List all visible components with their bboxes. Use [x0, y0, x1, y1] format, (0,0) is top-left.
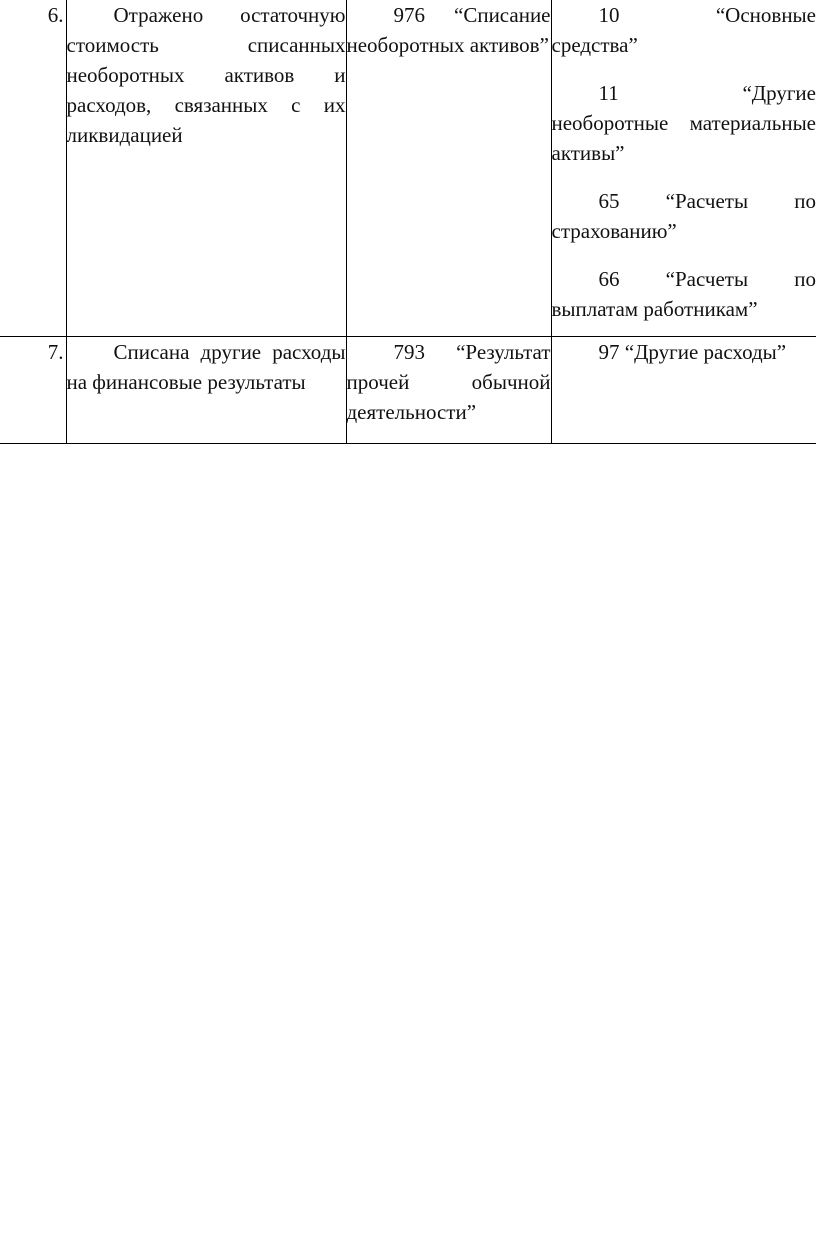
debit-account-cell [346, 0, 551, 337]
operation-cell [66, 337, 346, 444]
credit-account-cell [551, 0, 816, 337]
credit-account-entry: 97 “Другие расходы” [598, 340, 787, 364]
credit-account-entry: 66 “Расчеты по выплатам работникам” [551, 267, 816, 321]
operation-text: Списана другие расходы на финансовые результаты [66, 340, 346, 394]
accounting-entries-table [0, 0, 816, 444]
debit-account-text: 976 “Списание необоротных активов” [346, 3, 551, 57]
debit-account-text: 793 “Результат прочей обычной деятельности” [346, 340, 551, 424]
table-row [0, 0, 816, 337]
credit-account-entry: 10 “Основные средства” [551, 3, 816, 57]
credit-account-cell [551, 337, 816, 444]
table-row [0, 337, 816, 444]
row-number: 6. [0, 0, 66, 337]
debit-account-cell [346, 337, 551, 444]
operation-cell [66, 0, 346, 337]
credit-account-entry: 11 “Другие необоротные материальные активы” [551, 81, 816, 165]
operation-text: Отражено остаточную стоимость списанных необоротных активов и расходов, связанных с их ликвидацией [66, 3, 346, 147]
credit-account-entry: 65 “Расчеты по страхованию” [551, 189, 816, 243]
row-number: 7. [0, 337, 66, 444]
